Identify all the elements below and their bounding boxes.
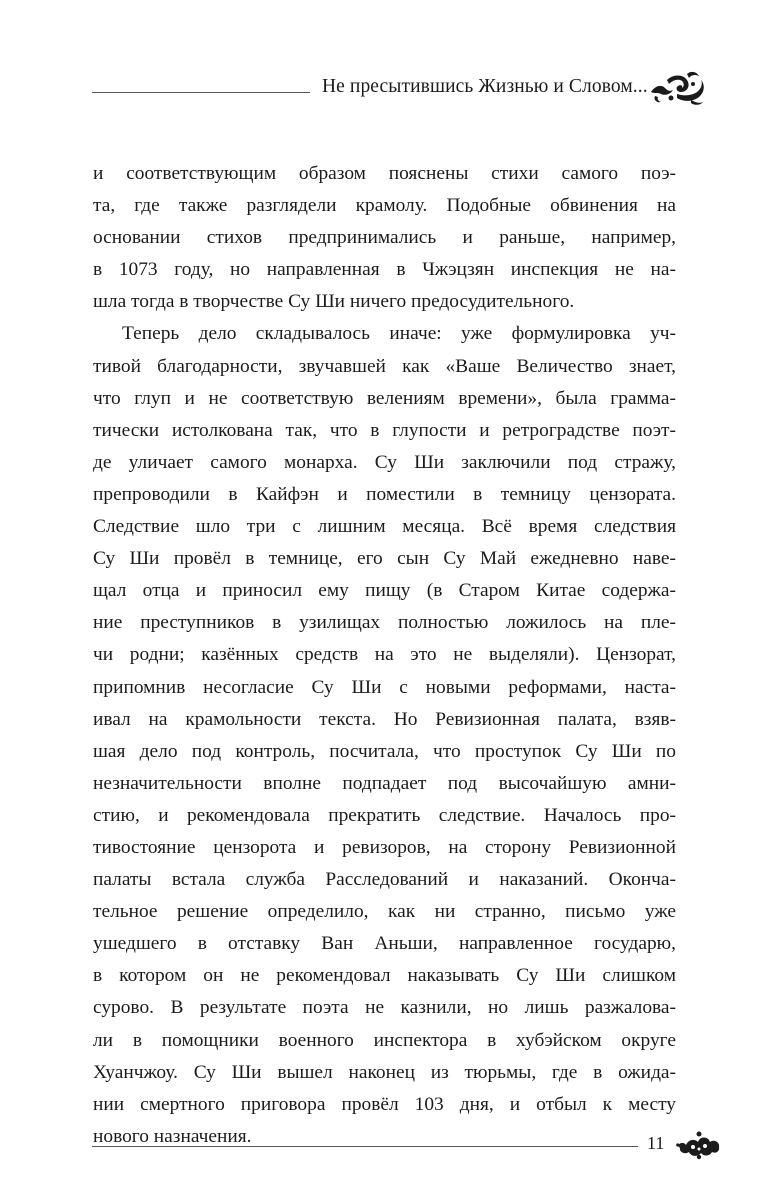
text-line: ние преступников в узилищах полностью ложилось на пле-	[93, 612, 676, 634]
text-line: нии смертного приговора провёл 103 дня, и отбыл к месту	[93, 1093, 676, 1115]
text-line: Су Ши провёл в темнице, его сын Су Май ежедневно наве-	[93, 548, 676, 570]
text-line: в котором он не рекомендовал наказывать Су Ши слишком	[93, 965, 676, 987]
page-number: 11	[647, 1133, 665, 1153]
text-line: тивостояние цензорота и ревизоров, на сторону Ревизионной	[93, 836, 676, 858]
text-line: стию, и рекомендовала прекратить следствие. Началось про-	[93, 804, 676, 826]
text-line: шая дело под контроль, посчитала, что проступок Су Ши по	[93, 740, 676, 762]
text-line: та, где также разглядели крамолу. Подобные обвинения на	[93, 195, 676, 217]
text-line: тивой благодарности, звучавшей как «Ваше Величество знает,	[93, 355, 676, 377]
cloud-ornament-icon	[676, 1130, 722, 1160]
text-line: тельное решение определило, как ни странно, письмо уже	[93, 901, 676, 923]
text-line: Хуанчжоу. Су Ши вышел наконец из тюрьмы, где в ожида-	[93, 1061, 676, 1083]
footer-rule	[92, 1146, 638, 1147]
text-line: ли в помощники военного инспектора в хубэйском округе	[93, 1029, 676, 1051]
text-line: щал отца и приносил ему пищу (в Старом Китае содержа-	[93, 580, 676, 602]
text-line: припомнив несогласие Су Ши с новыми реформами, наста-	[93, 676, 676, 698]
text-line: де уличает самого монарха. Су Ши заключили под стражу,	[93, 451, 676, 473]
text-line: нового назначения.	[93, 1125, 252, 1147]
body-text	[93, 158, 676, 1153]
text-line: в 1073 году, но направленная в Чжэцзян инспекция не на-	[93, 259, 676, 281]
text-line: что глуп и не соответствую велениям времени», была грамма-	[93, 387, 676, 409]
text-line: ивал на крамольности текста. Но Ревизионная палата, взяв-	[93, 708, 676, 730]
page-footer	[92, 1130, 728, 1160]
text-line: ушедшего в отставку Ван Аньши, направленное государю,	[93, 933, 676, 955]
text-line: препроводили в Кайфэн и поместили в темницу цензората.	[93, 483, 676, 505]
text-line: шла тогда в творчестве Су Ши ничего предосудительного.	[93, 291, 575, 313]
text-line: тически истолкована так, что в глупости и ретроградстве поэт-	[93, 419, 676, 441]
text-line: Теперь дело складывалось иначе: уже формулировка уч-	[122, 323, 676, 345]
text-line: основании стихов предпринимались и раньше, например,	[93, 227, 676, 249]
text-line: сурово. В результате поэта не казнили, но лишь разжалова-	[93, 997, 676, 1019]
text-line: и соответствующим образом пояснены стихи самого поэ-	[93, 163, 676, 184]
page-header	[92, 70, 722, 110]
header-rule	[92, 92, 310, 93]
text-line: чи родни; казённых средств на это не выделяли). Цензорат,	[93, 644, 676, 666]
text-line: палаты встала служба Расследований и наказаний. Оконча-	[93, 869, 676, 891]
text-line: Следствие шло три с лишним месяца. Всё время следствия	[93, 516, 676, 538]
dragon-ornament-icon	[647, 70, 707, 106]
text-line: незначительности вполне подпадает под высочайшую амни-	[93, 772, 676, 794]
running-title: Не пресытившись Жизнью и Словом...	[322, 76, 648, 97]
